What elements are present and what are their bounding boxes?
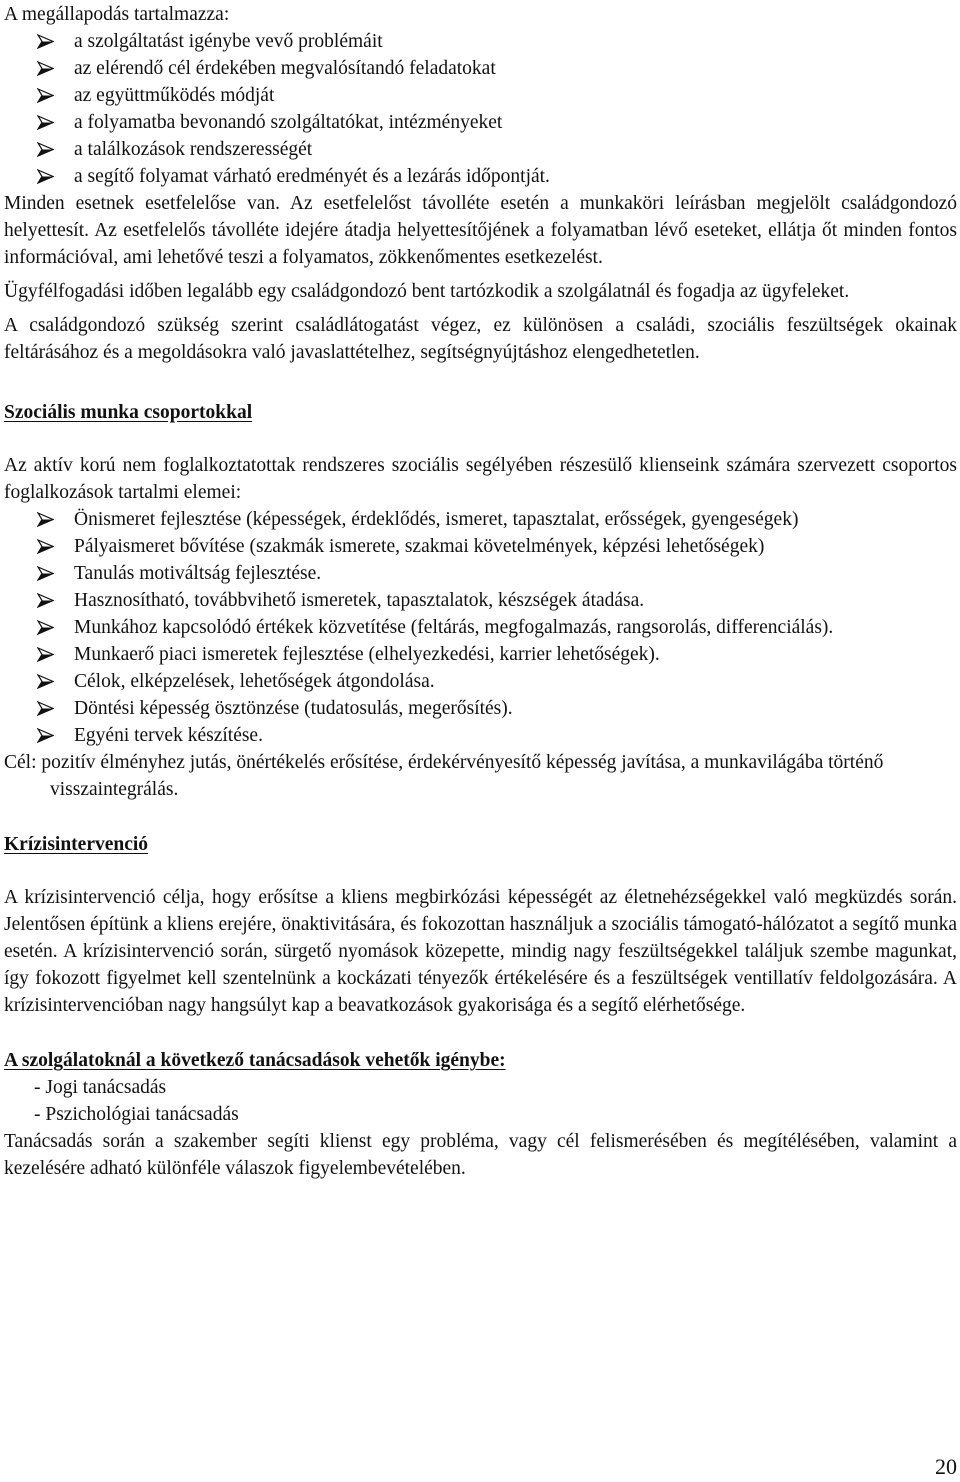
list-item: Célok, elképzelések, lehetőségek átgondolása. xyxy=(4,668,957,695)
paragraph-crisis: A krízisintervenció célja, hogy erősítse a kliens megbirkózási képességét az életnehézségekkel való megküzdés során. Jelentősen építünk a kliens erejére, önaktivitására, és fokozottan használjuk a szociális támogató-hálózatot a segítő munka esetén. A krízisintervenció során, sürgető nyomások közepette, mindig nagy feszültségekkel találjuk szembe magunkat, így fokozott figyelmet kell szentelnünk a kockázati tényezők értékelésére és a feszültségek ventillatív feldolgozására. A krízisintervencióban nagy hangsúlyt kap a beavatkozások gyakorisága és a segítő elérhetősége. xyxy=(4,887,958,1016)
paragraph-group-intro: Az aktív korú nem foglalkoztatottak rendszeres szociális segélyében részesülő klienseink számára szervezett csoportos foglalkozások tartalmi elemei: xyxy=(4,455,957,503)
document-page xyxy=(4,0,957,1182)
list-item: - Pszichológiai tanácsadás xyxy=(34,1104,239,1125)
intro-heading: A megállapodás tartalmazza: xyxy=(4,4,230,25)
list-item: Hasznosítható, továbbvihető ismeretek, tapasztalatok, készségek átadása. xyxy=(4,587,957,614)
list-item: Döntési képesség ösztönzése (tudatosulás, megerősítés). xyxy=(4,695,957,722)
arrow-bullet-icon xyxy=(37,61,54,76)
list-item: Önismeret fejlesztése (képességek, érdeklődés, ismeret, tapasztalat, erősségek, gyengeségek) xyxy=(4,506,957,533)
list-item: - Jogi tanácsadás xyxy=(34,1077,167,1098)
arrow-bullet-icon xyxy=(37,566,54,581)
arrow-bullet-icon xyxy=(37,701,54,716)
paragraph-client-hours: Ügyfélfogadási időben legalább egy családgondozó bent tartózkodik a szolgálatnál és fogadja az ügyfeleket. xyxy=(4,281,850,302)
list-item: Egyéni tervek készítése. xyxy=(4,722,957,749)
arrow-bullet-icon xyxy=(37,728,54,743)
arrow-bullet-icon xyxy=(37,88,54,103)
arrow-bullet-icon xyxy=(37,647,54,662)
counseling-list xyxy=(4,1074,957,1128)
list-item: Munkához kapcsolódó értékek közvetítése (feltárás, megfogalmazás, rangsorolás, differenciálás). xyxy=(4,614,957,641)
arrow-bullet-icon xyxy=(37,34,54,49)
list-item: az együttműködés módját xyxy=(4,82,957,109)
list-item: az elérendő cél érdekében megvalósítandó feladatokat xyxy=(4,55,957,82)
arrow-bullet-icon xyxy=(37,539,54,554)
paragraph-group-goal: Cél: pozitív élményhez jutás, önértékelés erősítése, érdekérvényesítő képesség javítása, a munkavilágába történő visszaintegrálás. xyxy=(4,752,884,800)
arrow-bullet-icon xyxy=(37,620,54,635)
arrow-bullet-icon xyxy=(37,169,54,184)
list-item: a segítő folyamat várható eredményét és a lezárás időpontját. xyxy=(4,163,957,190)
paragraph-counseling: Tanácsadás során a szakember segíti klienst egy probléma, vagy cél felismerésében és megítélésében, valamint a kezelésére adható különféle válaszok figyelembevételében. xyxy=(4,1131,957,1179)
arrow-bullet-icon xyxy=(37,115,54,130)
paragraph-responsible: Minden esetnek esetfelelőse van. Az esetfelelőst távolléte esetén a munkaköri leírásban megjelölt családgondozó helyettesít. Az esetfelelős távolléte idejére átadja helyettesítőjének a folyamatban lévő eseteket, ellátja őt minden fontos információval, ami lehetővé teszi a folyamatos, zökkenőmentes esetkezelést. xyxy=(4,193,957,268)
arrow-bullet-icon xyxy=(37,512,54,527)
agreement-list xyxy=(4,28,957,190)
list-item: Munkaerő piaci ismeretek fejlesztése (elhelyezkedési, karrier lehetőségek). xyxy=(4,641,957,668)
arrow-bullet-icon xyxy=(37,142,54,157)
section-title-counseling: A szolgálatoknál a következő tanácsadások vehetők igénybe: xyxy=(4,1050,506,1071)
section-title-group-work: Szociális munka csoportokkal xyxy=(4,402,253,423)
list-item: a folyamatba bevonandó szolgáltatókat, intézményeket xyxy=(4,109,957,136)
list-item: a találkozások rendszerességét xyxy=(4,136,957,163)
paragraph-family-visit: A családgondozó szükség szerint családlátogatást végez, ez különösen a családi, szociális feszültségek okainak feltárásához és a megoldásokra való javaslattételhez, segítségnyújtáshoz elengedhetetlen. xyxy=(4,315,957,363)
section-title-crisis: Krízisintervenció xyxy=(4,834,149,855)
page-number: 20 xyxy=(935,1454,957,1479)
arrow-bullet-icon xyxy=(37,593,54,608)
arrow-bullet-icon xyxy=(37,674,54,689)
list-item: Tanulás motiváltság fejlesztése. xyxy=(4,560,957,587)
list-item: a szolgáltatást igénybe vevő problémáit xyxy=(4,28,957,55)
list-item: Pályaismeret bővítése (szakmák ismerete, szakmai követelmények, képzési lehetőségek) xyxy=(4,533,957,560)
group-activities-list xyxy=(4,506,957,749)
